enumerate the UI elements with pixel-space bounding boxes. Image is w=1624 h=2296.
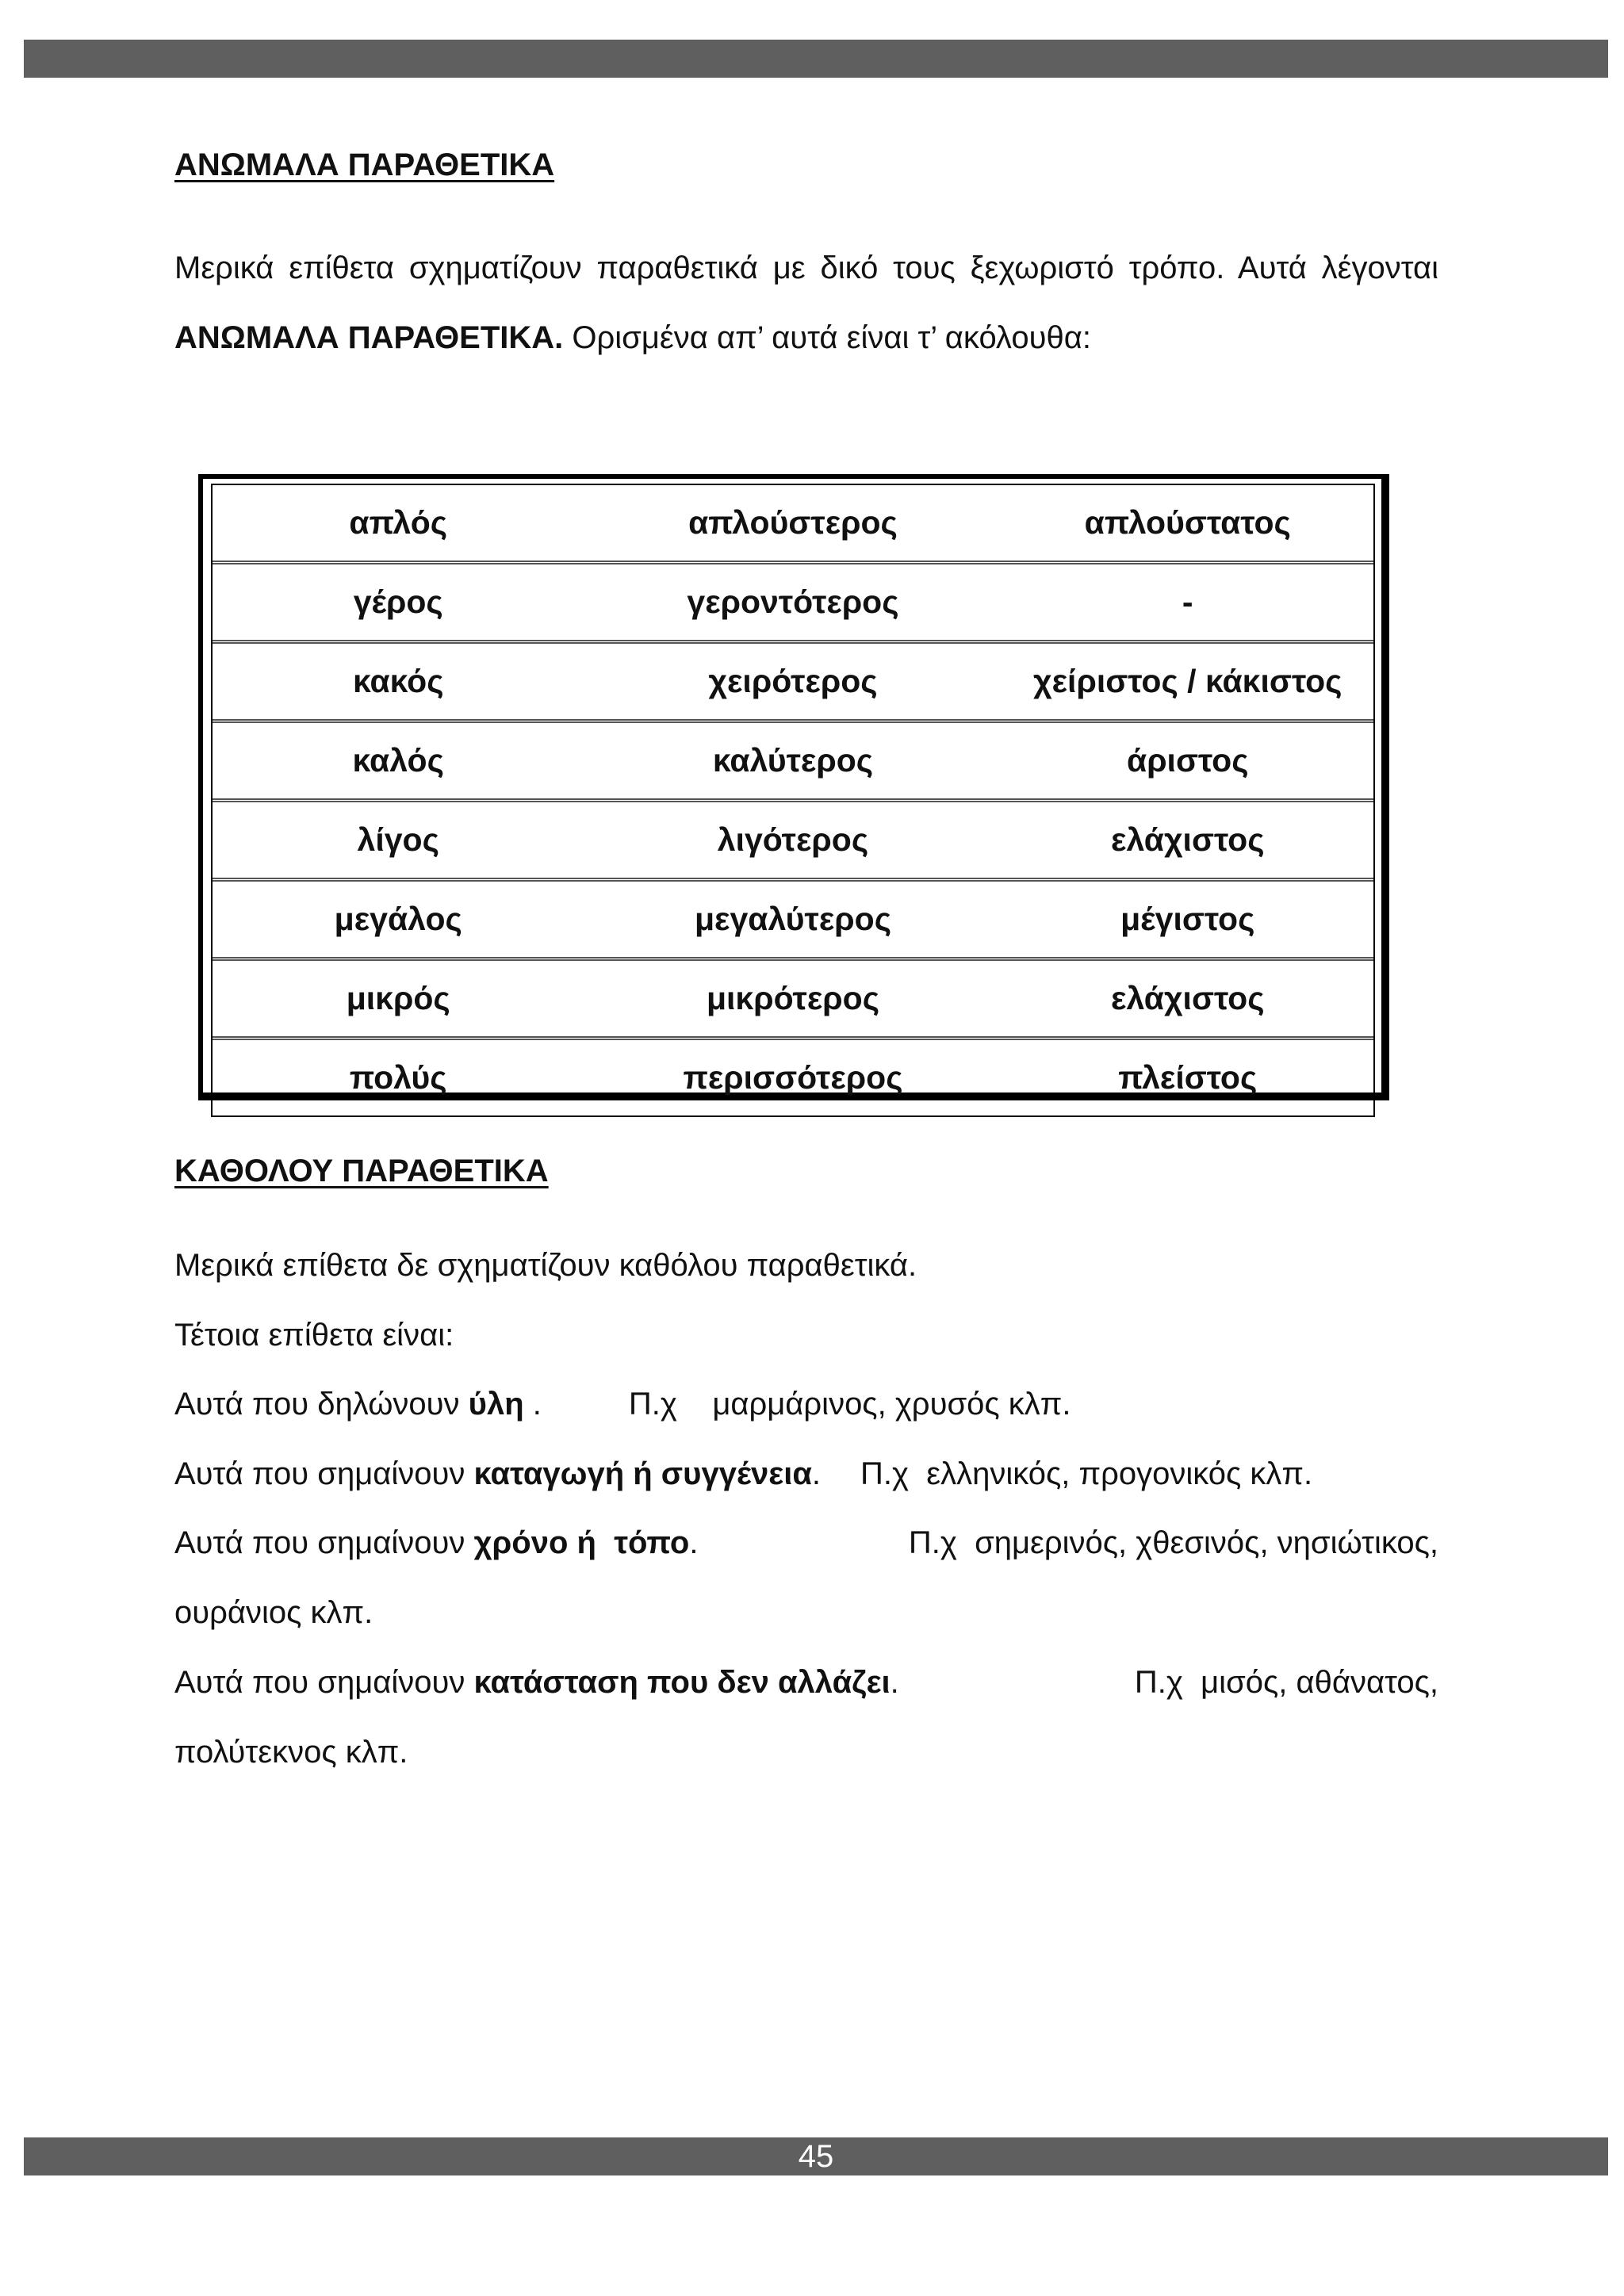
table-row [213, 485, 1373, 564]
comparative-form: χειρότερος [584, 644, 1002, 723]
item-text-end: . [811, 1456, 822, 1491]
section2-line-2: Τέτοια επίθετα είναι: [174, 1318, 454, 1353]
item-text-end: . [689, 1525, 699, 1560]
intro-text-2: Ορισμένα απ’ αυτά είναι τ’ ακόλουθα: [563, 320, 1091, 355]
comparative-form: γεροντότερος [584, 564, 1002, 644]
item-text: Αυτά που σημαίνουν [174, 1665, 474, 1700]
item-text-end: . [523, 1387, 542, 1422]
example-line-origin [174, 1450, 1312, 1498]
item-text-end: . [890, 1665, 899, 1700]
intro-text-bold: ΑΝΩΜΑΛΑ ΠΑΡΑΘΕΤΙΚΑ. [174, 320, 564, 355]
table-row [213, 564, 1373, 644]
section-heading-irregular: ΑΝΩΜΑΛΑ ΠΑΡΑΘΕΤΙΚΑ [174, 147, 555, 182]
superlative-form: - [1002, 564, 1374, 644]
item-bold: ύλη [468, 1387, 524, 1422]
comparative-form: περισσότερος [683, 1059, 903, 1096]
item-text: Αυτά που δηλώνουν [174, 1387, 469, 1422]
table-row [213, 802, 1373, 882]
example-line-state-cont: πολύτεκνος κλπ. [174, 1735, 408, 1770]
positive-form: πολύς [349, 1059, 447, 1096]
comparative-form: μεγαλύτερος [584, 882, 1002, 961]
comparative-form: απλούστερος [584, 485, 1002, 564]
item-bold: καταγωγή ή συγγένεια [473, 1456, 812, 1491]
example-line-time-place [174, 1519, 1438, 1567]
comparative-form: καλύτερος [584, 723, 1002, 802]
positive-form: μεγάλος [213, 882, 584, 961]
intro-text-1: Μερικά επίθετα σχηματίζουν παραθετικά με δικό τους ξεχωριστό τρόπο. Αυτά λέγονται [174, 251, 1438, 285]
item-example: Π.χ μισός, αθάνατος, [1134, 1665, 1438, 1700]
item-bold: κατάσταση που δεν αλλάζει [473, 1665, 891, 1700]
example-line-state [174, 1659, 1438, 1706]
superlative-form: άριστος [1002, 723, 1374, 802]
table-row [213, 723, 1373, 802]
positive-form: γέρος [213, 564, 584, 644]
footer-bar [24, 2137, 1608, 2175]
superlative-form: πλείστος [1118, 1059, 1258, 1096]
positive-form: απλός [213, 485, 584, 564]
section-heading-none: ΚΑΘΟΛΟΥ ΠΑΡΑΘΕΤΙΚΑ [174, 1154, 549, 1188]
superlative-form: χείριστος / κάκιστος [1002, 644, 1374, 723]
item-text: Αυτά που σημαίνουν [174, 1456, 474, 1491]
superlative-form: ελάχιστος [1002, 961, 1374, 1040]
item-left [174, 1659, 899, 1706]
page-number: 45 [798, 2139, 834, 2174]
item-example: Π.χ μαρμάρινος, χρυσός κλπ. [628, 1387, 1071, 1422]
table-row [213, 1040, 1373, 1115]
item-bold: χρόνο ή τόπο [473, 1525, 690, 1560]
positive-form: κακός [213, 644, 584, 723]
comparatives-table-frame [198, 474, 1389, 1100]
superlative-form: ελάχιστος [1002, 802, 1374, 882]
table-row [213, 961, 1373, 1040]
item-left [174, 1519, 698, 1567]
item-example: Π.χ ελληνικός, προγονικός κλπ. [860, 1456, 1313, 1491]
positive-form: λίγος [213, 802, 584, 882]
item-text: Αυτά που σημαίνουν [174, 1525, 474, 1560]
positive-form: καλός [213, 723, 584, 802]
table-row [213, 644, 1373, 723]
intro-paragraph [174, 233, 1438, 373]
superlative-form: απλούστατος [1002, 485, 1374, 564]
item-example: Π.χ σημερινός, χθεσινός, νησιώτικος, [908, 1525, 1438, 1560]
irregular-comparatives-table [211, 484, 1375, 1117]
example-line-time-place-cont: ουράνιος κλπ. [174, 1595, 373, 1630]
example-line-material [174, 1380, 1071, 1428]
header-bar [24, 40, 1608, 78]
table-row [213, 882, 1373, 961]
section2-line-1: Μερικά επίθετα δε σχηματίζουν καθόλου παραθετικά. [174, 1248, 917, 1283]
superlative-form: μέγιστος [1002, 882, 1374, 961]
comparative-form: μικρότερος [584, 961, 1002, 1040]
comparative-form: λιγότερος [584, 802, 1002, 882]
positive-form: μικρός [213, 961, 584, 1040]
